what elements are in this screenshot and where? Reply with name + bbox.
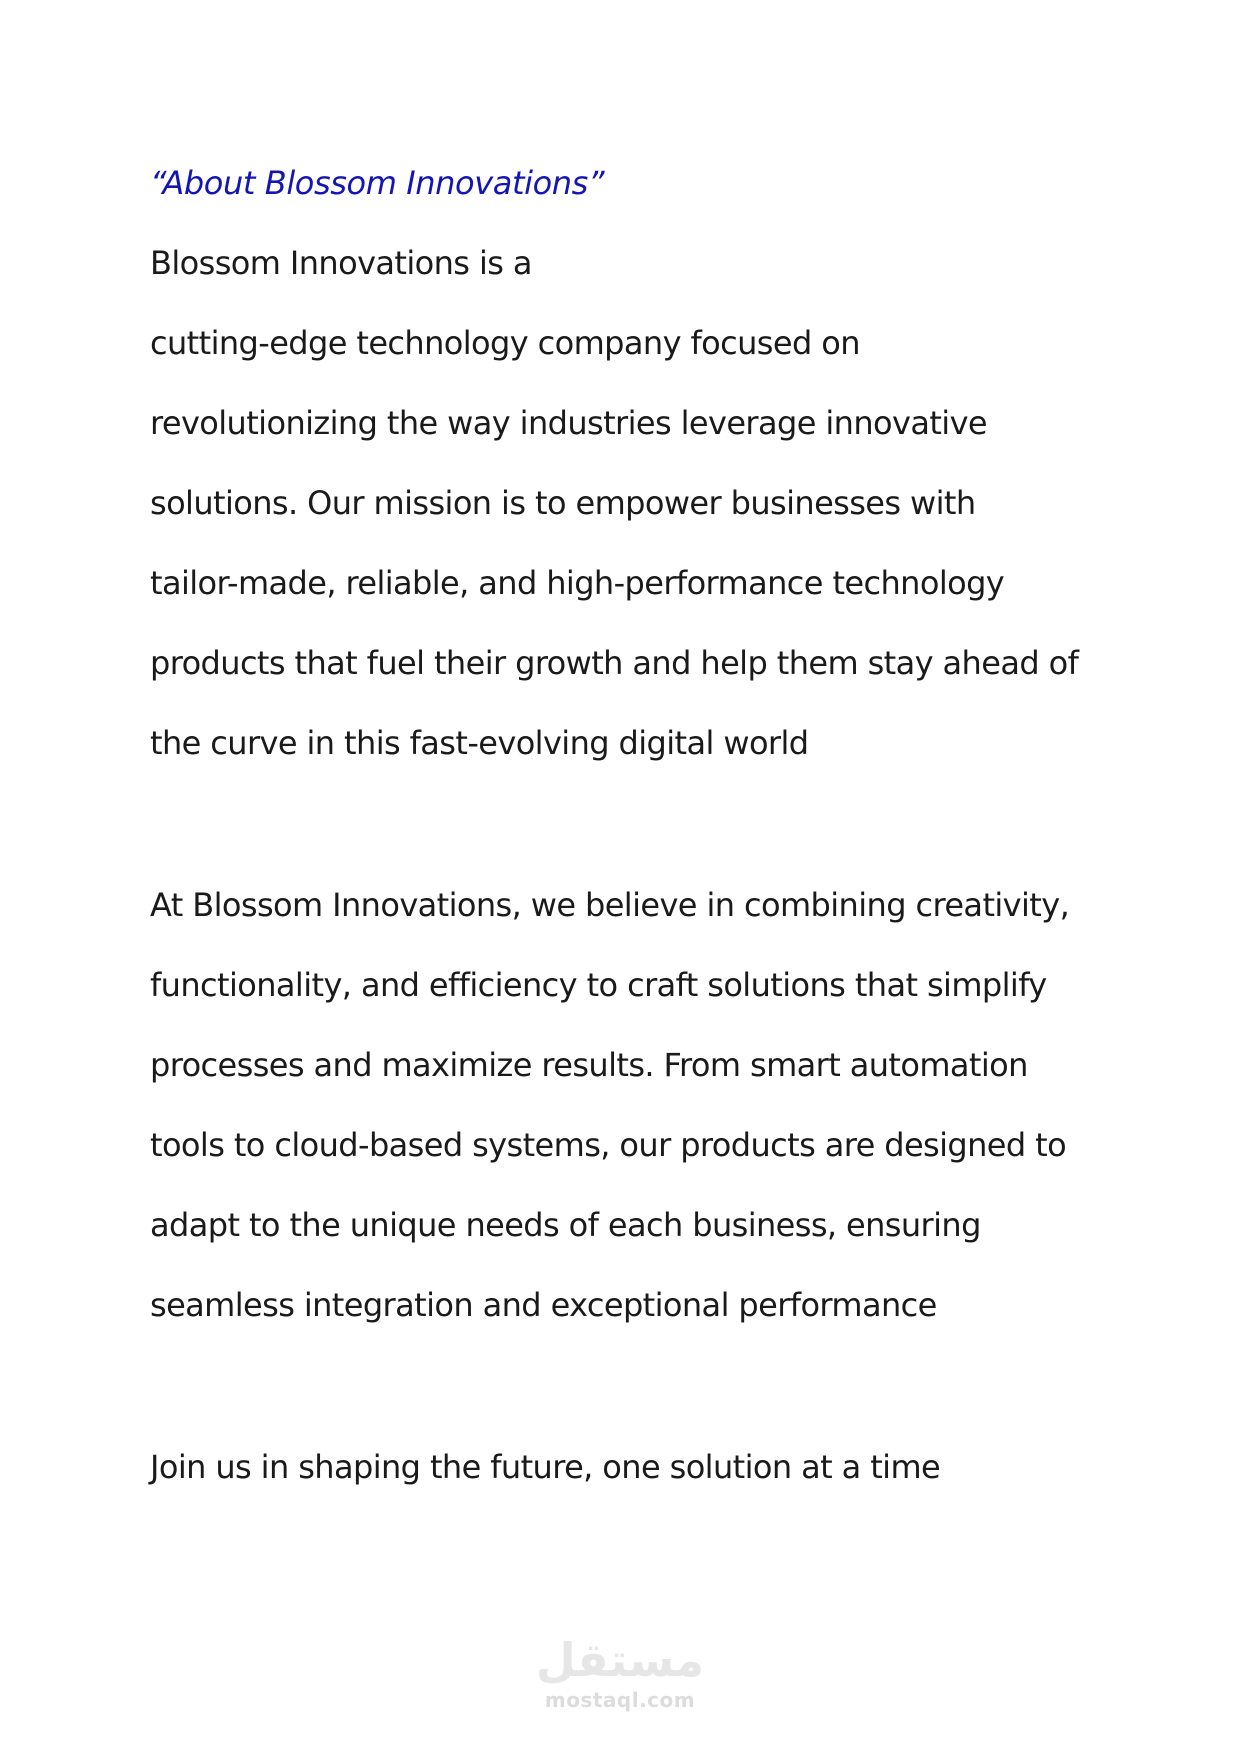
paragraph-1-line: tailor-made, reliable, and high-performance technology (150, 564, 1005, 602)
paragraph-2-line: processes and maximize results. From smart automation (150, 1046, 1028, 1084)
paragraph-2-line: tools to cloud-based systems, our products are designed to (150, 1126, 1067, 1164)
mostaql-site-text: mostaql.com (544, 1688, 696, 1712)
paragraph-2-line: functionality, and efficiency to craft solutions that simplify (150, 966, 1047, 1004)
paragraph-2-line: seamless integration and exceptional performance (150, 1286, 937, 1324)
paragraph-1-line: revolutionizing the way industries leverage innovative (150, 404, 987, 442)
paragraph-2-line: adapt to the unique needs of each business, ensuring (150, 1206, 981, 1244)
document-title: “About Blossom Innovations” (150, 164, 605, 202)
paragraph-3-line: Join us in shaping the future, one solution at a time (150, 1448, 941, 1486)
paragraph-2-line: At Blossom Innovations, we believe in combining creativity, (150, 886, 1070, 924)
paragraph-1-line: cutting-edge technology company focused on (150, 324, 860, 362)
mostaql-watermark (500, 1632, 740, 1732)
paragraph-1-line: products that fuel their growth and help them stay ahead of (150, 644, 1079, 682)
paragraph-1-line: Blossom Innovations is a (150, 244, 532, 282)
paragraph-1-line: solutions. Our mission is to empower businesses with (150, 484, 976, 522)
mostaql-logo: مستقل (535, 1633, 705, 1687)
paragraph-1-line: the curve in this fast-evolving digital world (150, 724, 809, 762)
